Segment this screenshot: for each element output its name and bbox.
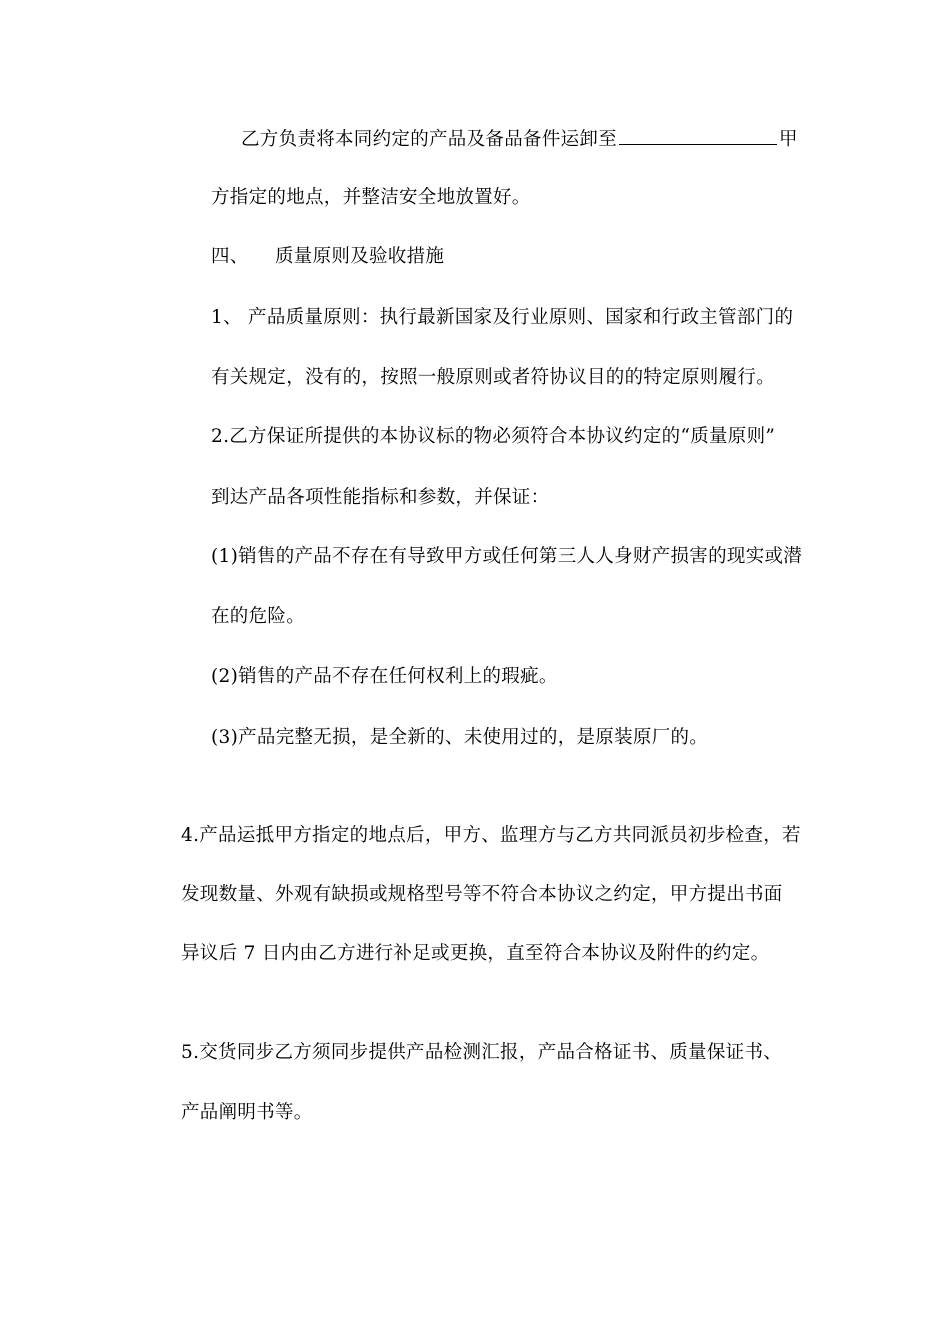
item-1-line-1: 1、 产品质量原则：执行最新国家及行业原则、国家和行政主管部门的 (211, 307, 794, 328)
section-title: 质量原则及验收措施 (275, 246, 445, 267)
sub-item-1-line-2: 在的危险。 (211, 606, 306, 627)
item-4-line-3: 异议后 7 日内由乙方进行补足或更换，直至符合本协议及附件的约定。 (181, 943, 770, 964)
section-heading (211, 245, 444, 269)
location-blank (619, 126, 777, 145)
item-5-line-1: 5.交货同步乙方须同步提供产品检测汇报，产品合格证书、质量保证书、 (181, 1042, 783, 1063)
delivery-text: 乙方负责将本同约定的产品及备品备件运卸至 (241, 129, 618, 150)
item-4-line-2: 发现数量、外观有缺损或规格型号等不符合本协议之约定，甲方提出书面 (181, 884, 783, 905)
delivery-line-2: 方指定的地点，并整洁安全地放置好。 (211, 187, 531, 208)
delivery-text-end: 甲 (779, 129, 798, 150)
sub-item-1-line-1: (1)销售的产品不存在有导致甲方或任何第三人人身财产损害的现实或潜 (211, 546, 803, 567)
item-5-line-2: 产品阐明书等。 (181, 1102, 313, 1123)
item-1-line-2: 有关规定，没有的，按照一般原则或者符协议目的的特定原则履行。 (211, 367, 776, 388)
item-2-line-2: 到达产品各项性能指标和参数，并保证： (211, 487, 550, 508)
sub-item-3: (3)产品完整无损，是全新的、未使用过的，是原装原厂的。 (211, 727, 709, 748)
sub-item-2: (2)销售的产品不存在任何权利上的瑕疵。 (211, 666, 558, 687)
section-number: 四、 (211, 246, 249, 267)
item-2-line-1: 2.乙方保证所提供的本协议标的物必须符合本协议约定的“质量原则” (211, 426, 776, 447)
delivery-line-1 (241, 126, 798, 152)
item-4-line-1: 4.产品运抵甲方指定的地点后，甲方、监理方与乙方共同派员初步检查，若 (181, 825, 801, 846)
